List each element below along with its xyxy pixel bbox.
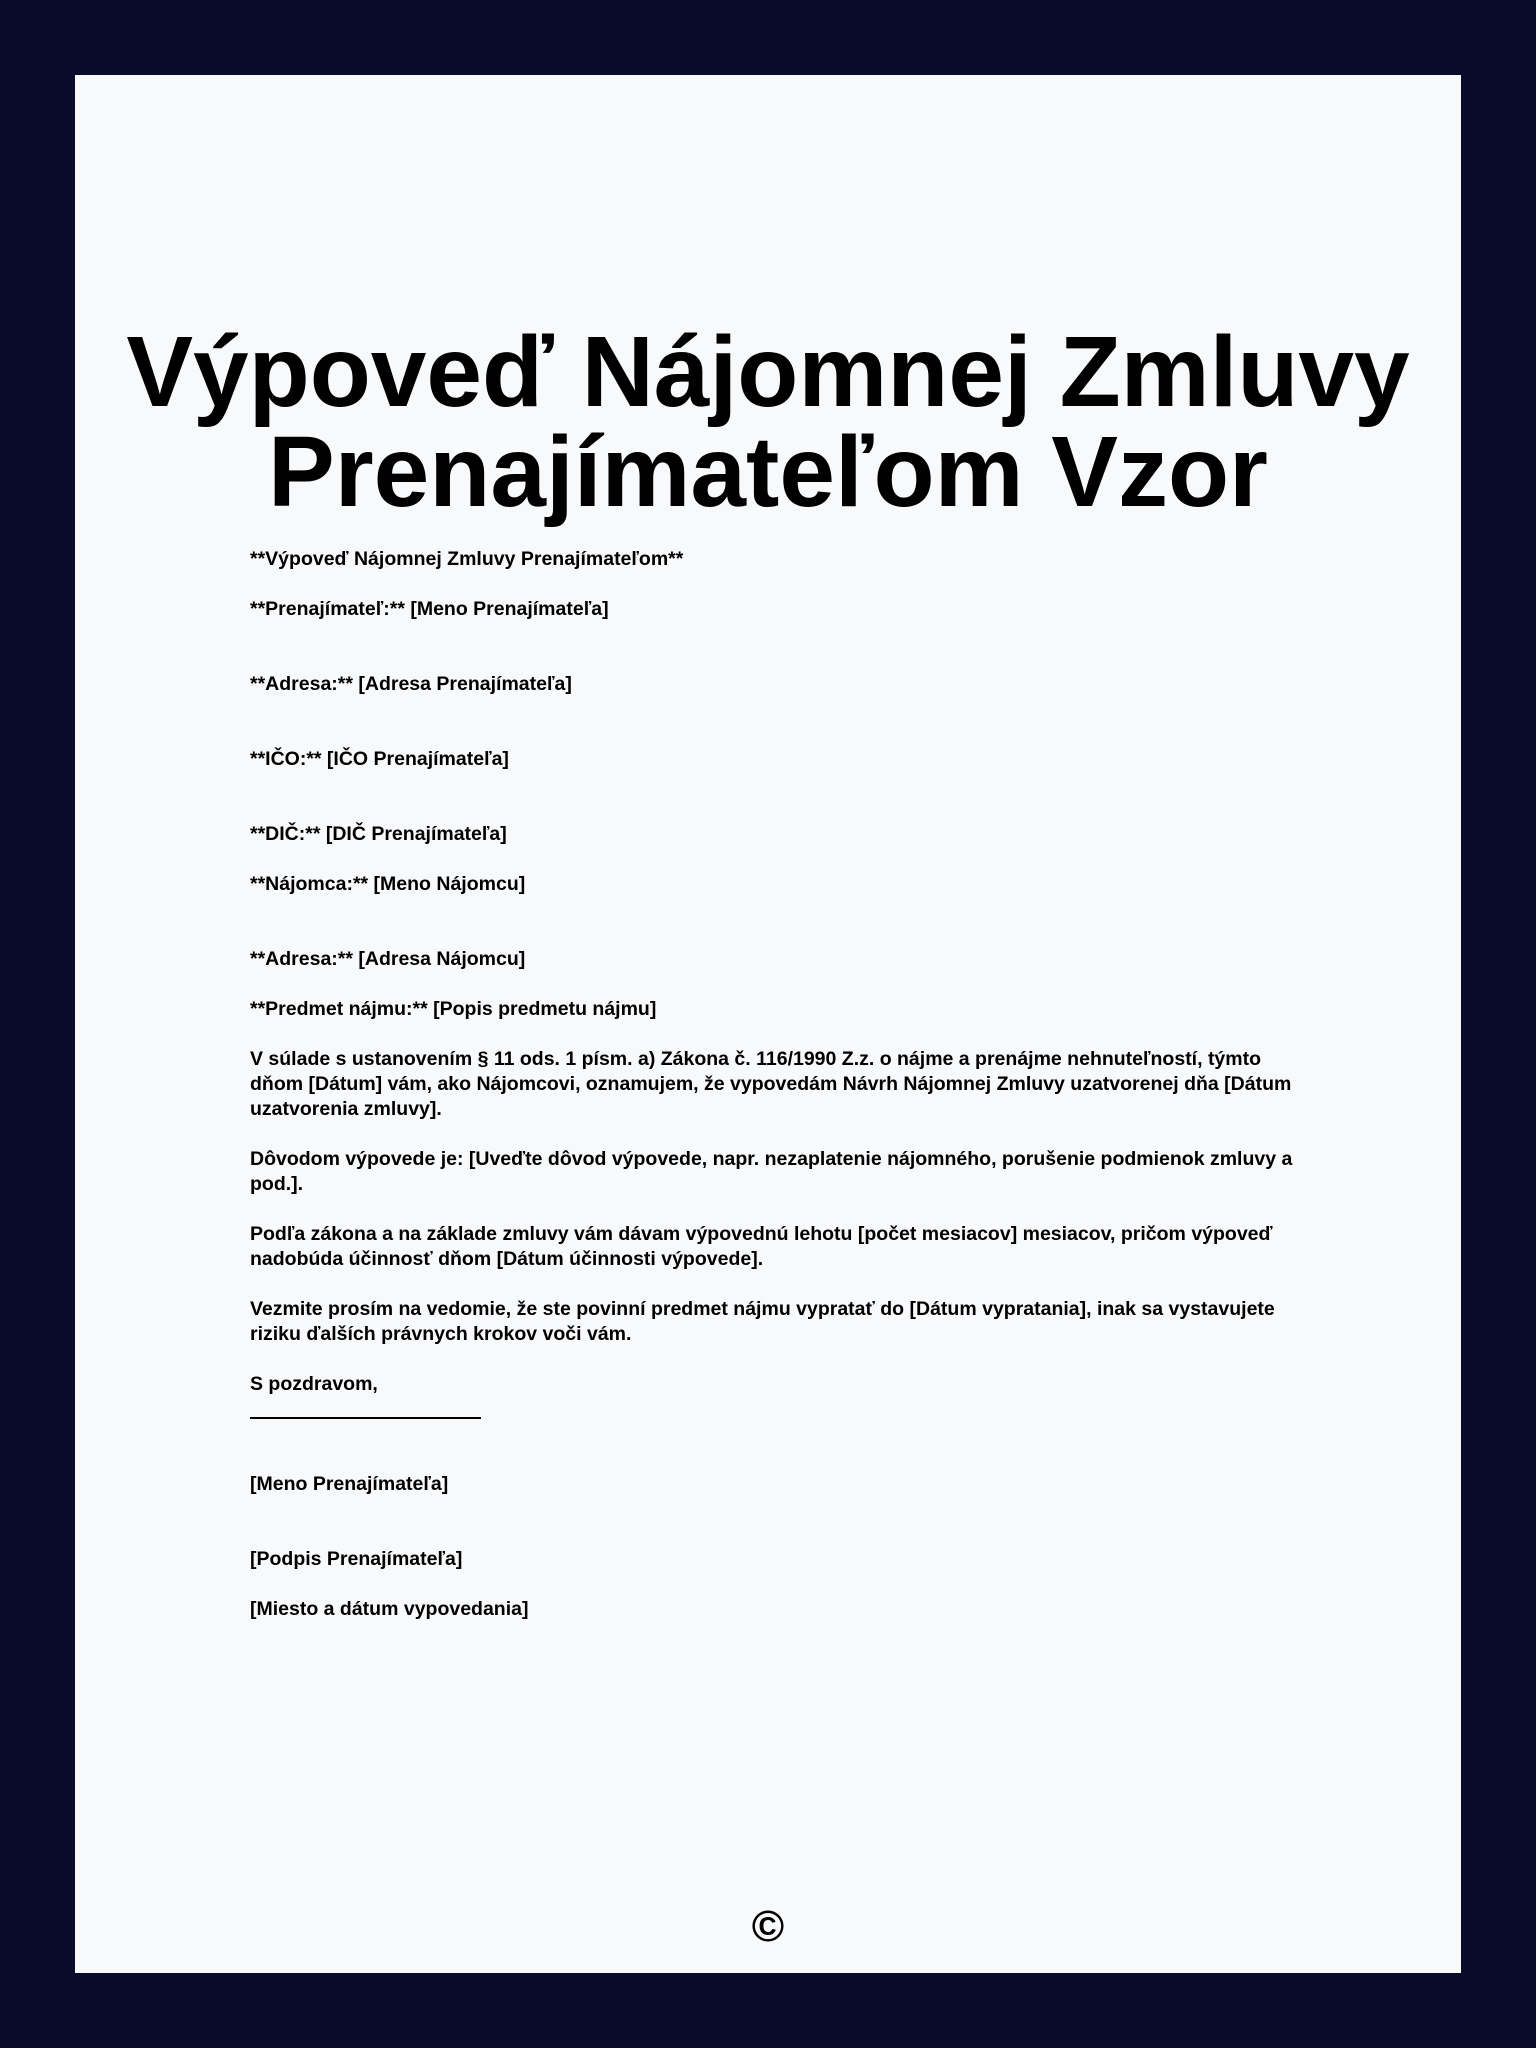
document-page [75, 75, 1461, 1973]
tenant-address-field: **Adresa:** [Adresa Nájomcu] [250, 948, 526, 970]
signature-line [250, 1417, 481, 1419]
place-date: [Miesto a dátum vypovedania] [250, 1598, 529, 1620]
landlord-ico-field: **IČO:** [IČO Prenajímateľa] [250, 748, 509, 770]
closing-greeting: S pozdravom, [250, 1373, 378, 1395]
paragraph-legal-basis: V súlade s ustanovením § 11 ods. 1 písm. a) Zákona č. 116/1990 Z.z. o nájme a prenájme nehnuteľností, týmto dňom [Dátum] vám, ako Nájomcovi, oznamujem, že vypovedám Návrh Nájomnej Zmluvy uzatvorenej dňa [Dátum uzatvorenia zmluvy]. [250, 1048, 1297, 1120]
landlord-dic-field: **DIČ:** [DIČ Prenajímateľa] [250, 823, 507, 845]
landlord-address-field: **Adresa:** [Adresa Prenajímateľa] [250, 673, 572, 695]
document-body [250, 547, 1310, 1622]
signature-name: [Meno Prenajímateľa] [250, 1473, 449, 1495]
copyright-icon: © [751, 1902, 785, 1951]
title-line-1: Výpoveď Nájomnej Zmluvy [126, 316, 1410, 428]
document-heading: **Výpoveď Nájomnej Zmluvy Prenajímateľom** [250, 548, 684, 570]
title-line-2: Prenajímateľom Vzor [268, 416, 1268, 528]
paragraph-vacate: Vezmite prosím na vedomie, že ste povinní predmet nájmu vypratať do [Dátum vypratania], inak sa vystavujete riziku ďalších právnych krokov voči vám. [250, 1298, 1281, 1345]
signature-placeholder: [Podpis Prenajímateľa] [250, 1548, 463, 1570]
subject-field: **Predmet nájmu:** [Popis predmetu nájmu] [250, 998, 657, 1020]
page-title [75, 316, 1461, 528]
paragraph-notice-period: Podľa zákona a na základe zmluvy vám dávam výpovednú lehotu [počet mesiacov] mesiacov, pričom výpoveď nadobúda účinnosť dňom [Dátum účinnosti výpovede]. [250, 1223, 1278, 1270]
landlord-field: **Prenajímateľ:** [Meno Prenajímateľa] [250, 598, 609, 620]
tenant-field: **Nájomca:** [Meno Nájomcu] [250, 873, 526, 895]
paragraph-reason: Dôvodom výpovede je: [Uveďte dôvod výpovede, napr. nezaplatenie nájomného, porušenie podmienok zmluvy a pod.]. [250, 1148, 1298, 1195]
